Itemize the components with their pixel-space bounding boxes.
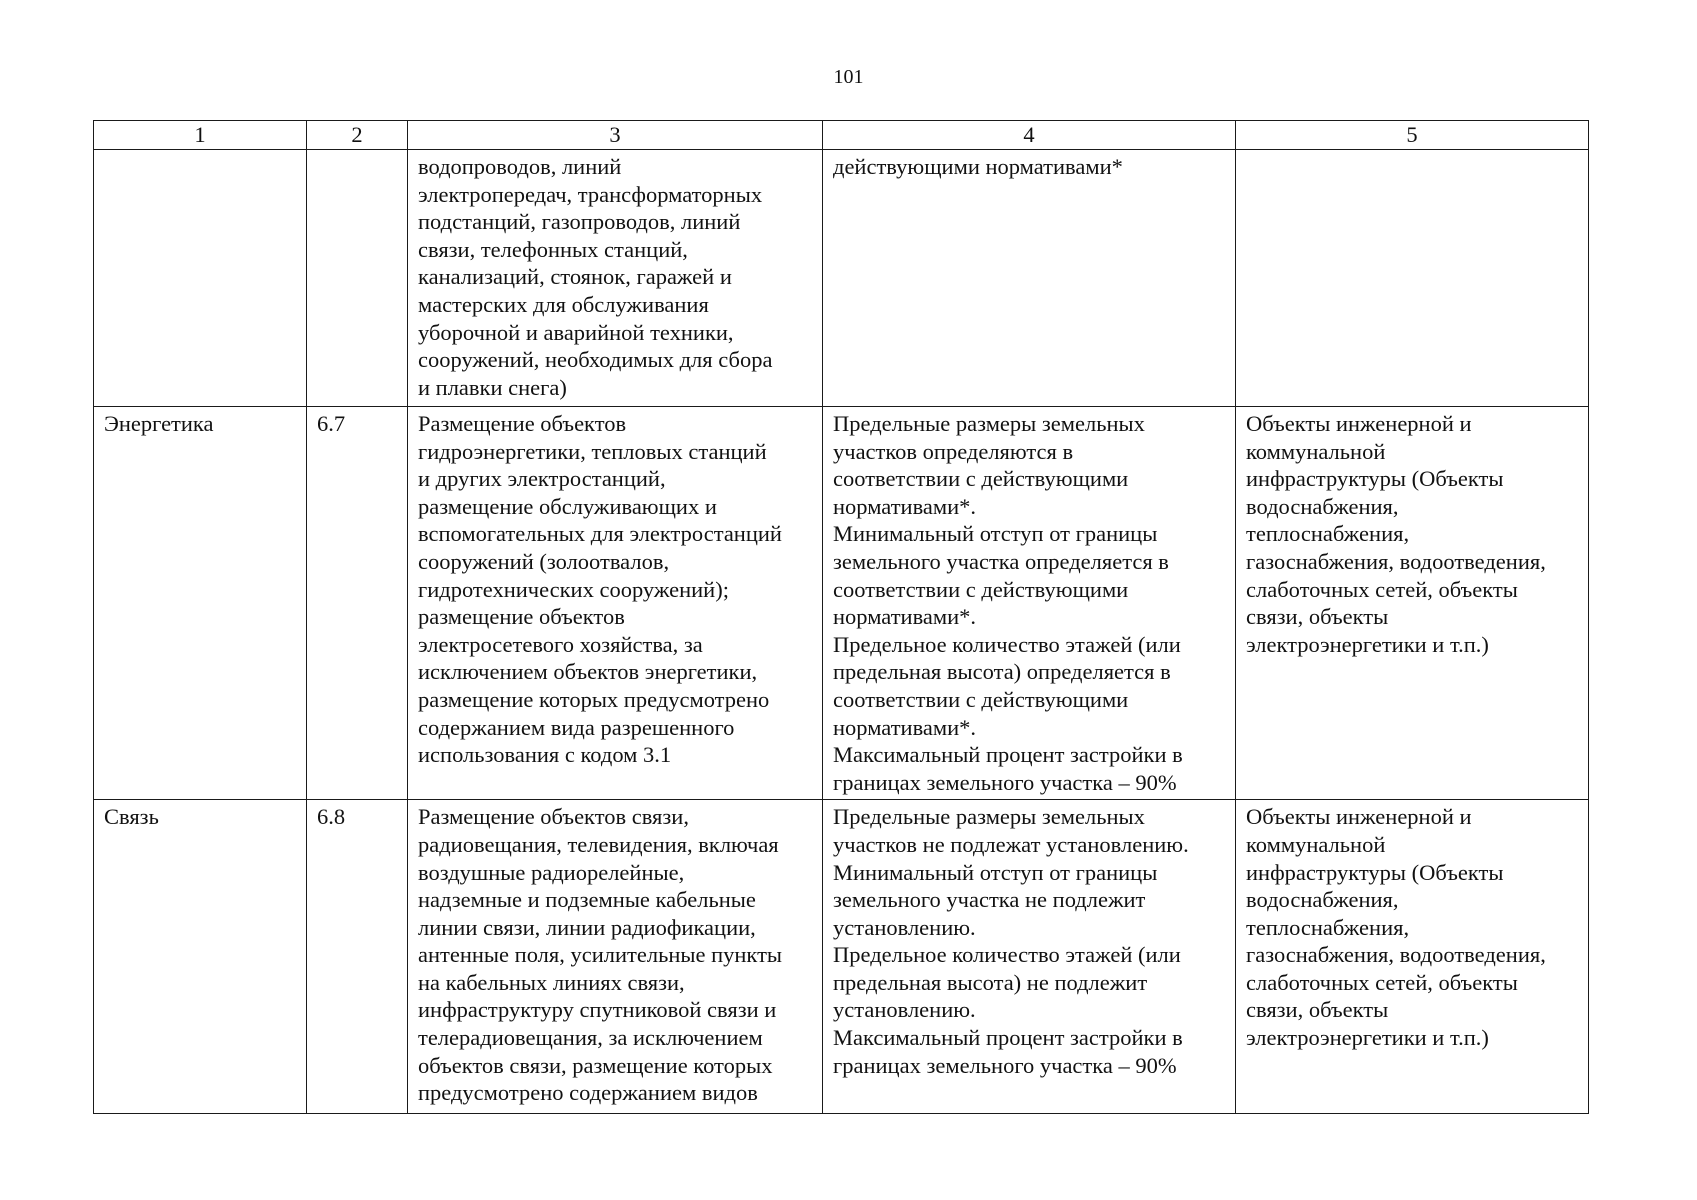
use-description: водопроводов, линий электропередач, трансформаторных подстанций, газопроводов, линий связи, телефонных станций, канализаций, стоянок, гаражей и мастерских для обслуживания уборочной и аварийной техники, сооружений, необходимых для сбора и плавки снега) [418, 154, 773, 400]
objects-text: Объекты инженерной и коммунальной инфраструктуры (Объекты водоснабжения, теплоснабжения, газоснабжения, водоотведения, слаботочных сетей, объекты связи, объекты электроэнергетики и т.п.) [1246, 804, 1546, 1051]
page-number: 101 [833, 66, 864, 88]
column-header-4: 4 [823, 121, 1236, 150]
column-header-5: 5 [1236, 121, 1589, 150]
use-code-cell [307, 407, 408, 800]
use-code: 6.7 [317, 411, 346, 436]
parameters-text: Предельные размеры земельных участков не подлежат установлению. Минимальный отступ от границы земельного участка не подлежит установлению. Предельное количество этажей (или предельная высота) не подлежит установлению. Максимальный процент застройки в границах земельного участка – 90% [833, 804, 1189, 1078]
use-name-cell [94, 407, 307, 800]
table-row [94, 407, 1589, 800]
use-description-cell [408, 150, 823, 407]
use-description: Размещение объектов связи, радиовещания, телевидения, включая воздушные радиорелейные, надземные и подземные кабельные линии связи, линии радиофикации, антенные поля, усилительные пункты на кабельных линиях связи, инфраструктуру спутниковой связи и телерадиовещания, за исключением объектов связи, размещение которых предусмотрено содержанием видов [418, 804, 783, 1106]
parameters-cell [823, 800, 1236, 1114]
objects-cell [1236, 407, 1589, 800]
use-description-cell [408, 800, 823, 1114]
use-description-cell [408, 407, 823, 800]
use-description: Размещение объектов гидроэнергетики, тепловых станций и других электростанций, размещение обслуживающих и вспомогательных для электростанций сооружений (золоотвалов, гидротехнических сооружений); размещение объектов электросетевого хозяйства, за исключением объектов энергетики, размещение которых предусмотрено содержанием вида разрешенного использования с кодом 3.1 [418, 411, 782, 768]
land-use-table [93, 120, 1589, 1114]
table-row [94, 800, 1589, 1114]
parameters-cell [823, 407, 1236, 800]
objects-cell [1236, 800, 1589, 1114]
table-header-row [94, 121, 1589, 150]
use-code-cell [307, 800, 408, 1114]
column-header-3: 3 [408, 121, 823, 150]
table-row [94, 150, 1589, 407]
use-name-cell [94, 800, 307, 1114]
objects-text: Объекты инженерной и коммунальной инфраструктуры (Объекты водоснабжения, теплоснабжения, газоснабжения, водоотведения, слаботочных сетей, объекты связи, объекты электроэнергетики и т.п.) [1246, 411, 1546, 657]
parameters-text: действующими нормативами* [833, 154, 1123, 179]
use-name: Связь [104, 804, 159, 830]
use-name: Энергетика [104, 411, 214, 436]
use-code: 6.8 [317, 804, 346, 830]
use-name-cell [94, 150, 307, 407]
use-code-cell [307, 150, 408, 407]
column-header-2: 2 [307, 121, 408, 150]
objects-cell [1236, 150, 1589, 407]
column-header-1: 1 [94, 121, 307, 150]
parameters-text: Предельные размеры земельных участков определяются в соответствии с действующими нормативами*. Минимальный отступ от границы земельного участка определяется в соответствии с действующими нормативами*. Предельное количество этажей (или предельная высота) определяется в соответствии с действующими нормативами*. Максимальный процент застройки в границах земельного участка – 90% [833, 411, 1183, 795]
parameters-cell [823, 150, 1236, 407]
